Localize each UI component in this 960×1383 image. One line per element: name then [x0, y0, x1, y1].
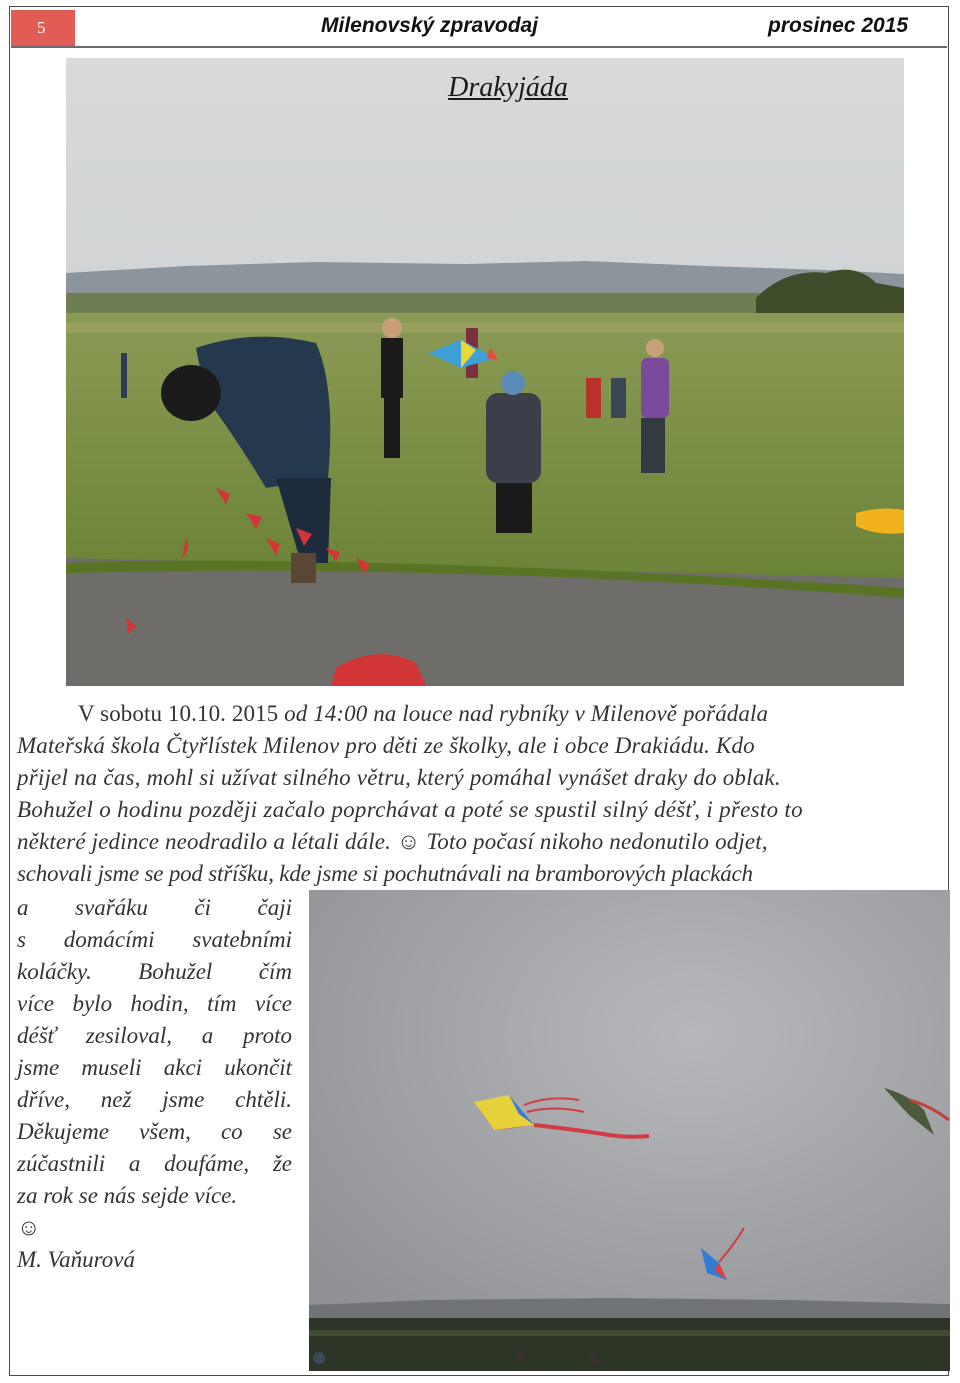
field-kites-photo — [66, 58, 904, 686]
text-line: koláčky. Bohužel čím — [17, 959, 292, 984]
text-line: jsme museli akci ukončit — [17, 1055, 292, 1080]
smiley-icon: ☺ — [17, 1215, 41, 1240]
text-line: Bohužel o hodinu později začalo poprchávat a poté se spustil silný déšť, i přesto to — [17, 797, 803, 822]
narrow-text-column — [17, 892, 292, 1276]
text-line: V sobotu 10.10. 2015 od 14:00 na louce nad rybníky v Milenově pořádala — [78, 701, 769, 726]
text-line: dříve, než jsme chtěli. — [17, 1087, 292, 1112]
publication-title: Milenovský zpravodaj — [321, 14, 539, 37]
text-line: více bylo hodin, tím více — [17, 991, 292, 1016]
text-line: s domácími svatebními — [17, 927, 292, 952]
header-divider — [11, 46, 947, 48]
text-line: zúčastnili a doufáme, že — [17, 1151, 292, 1176]
text-line: za rok se nás sejde více. — [17, 1183, 238, 1208]
article-signature: M. Vaňurová — [17, 1247, 135, 1272]
text-line: Mateřská škola Čtyřlístek Milenov pro děti ze školky, ale i obce Drakiádu. Kdo — [17, 733, 755, 758]
text-line: déšť zesiloval, a proto — [17, 1023, 292, 1048]
text-line: přijel na čas, mohl si užívat silného větru, který pomáhal vynášet draky do oblak. — [17, 765, 781, 790]
text-line: Děkujeme všem, co se — [17, 1119, 292, 1144]
text-line: některé jedince neodradilo a létali dále. ☺ Toto počasí nikoho nedonutilo odjet, — [17, 829, 768, 854]
issue-date: prosinec 2015 — [768, 14, 909, 37]
article-paragraph — [17, 698, 937, 890]
page-number: 5 — [11, 10, 75, 46]
kites-sky-photo — [309, 890, 950, 1371]
text-line: schovali jsme se pod stříšku, kde jsme si pochutnávali na bramborových plackách — [17, 861, 753, 886]
text-line: a svařáku či čaji — [17, 895, 292, 920]
article-title: Drakyjáda — [448, 72, 568, 103]
